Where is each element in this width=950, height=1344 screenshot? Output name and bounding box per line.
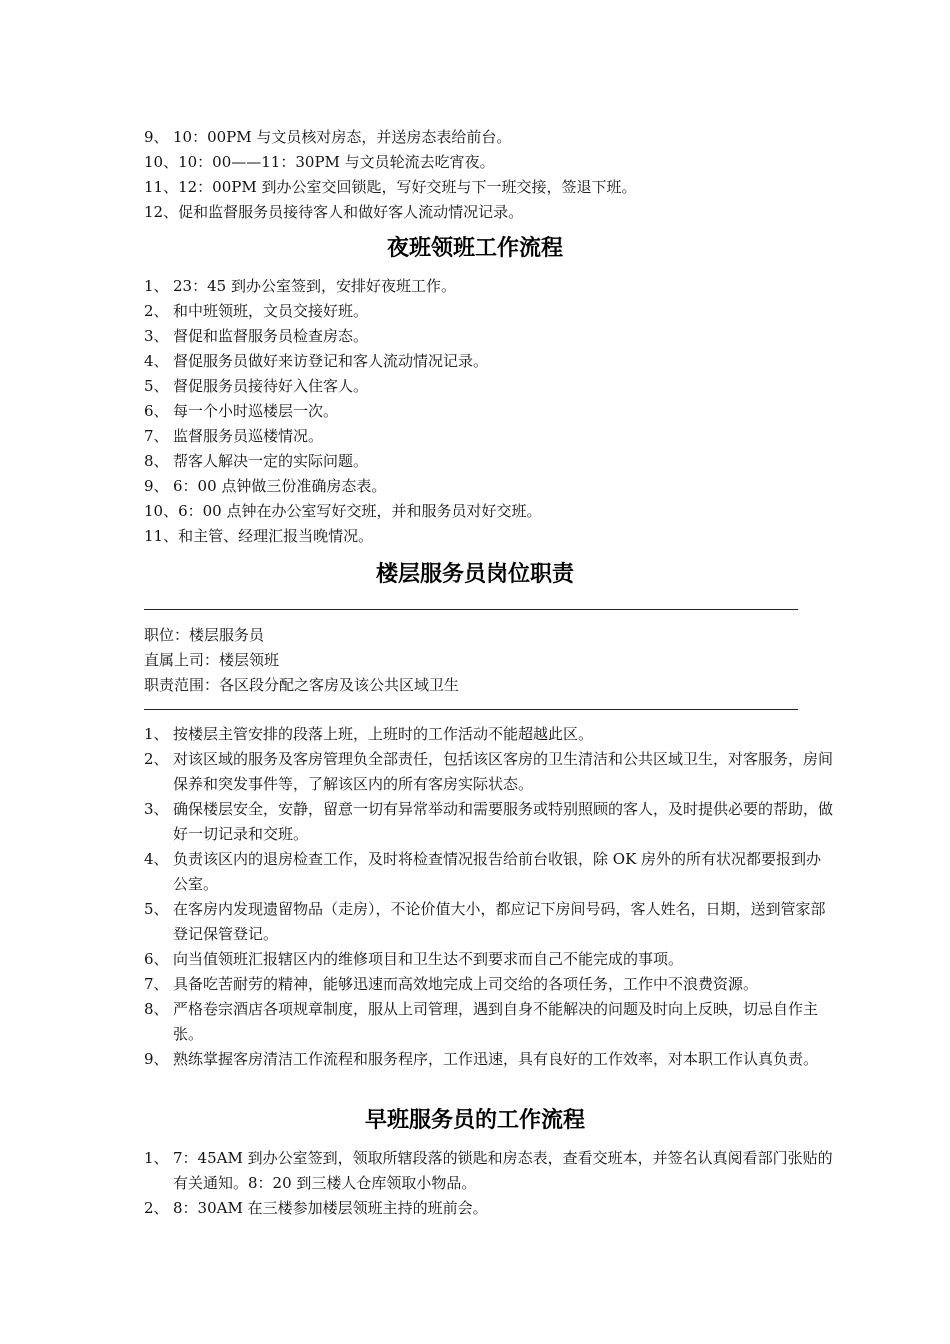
list-item bbox=[144, 797, 834, 847]
item-text: 7：45AM 到办公室签到，领取所辖段落的锁匙和房态表，查看交班本，并签名认真阅看部门张贴的有关通知。8：20 到三楼人仓库领取小物品。 bbox=[173, 1149, 833, 1192]
list-item bbox=[144, 200, 834, 225]
item-text: 10：00——11：30PM 与文员轮流去吃宵夜。 bbox=[178, 153, 495, 171]
item-text: 和中班领班，文员交接好班。 bbox=[173, 302, 369, 320]
item-number: 8、 bbox=[144, 1000, 169, 1018]
job-scope: 职责范围：各区段分配之客房及该公共区域卫生 bbox=[144, 676, 460, 694]
divider bbox=[144, 709, 798, 710]
list-item bbox=[144, 474, 834, 499]
item-number: 5、 bbox=[144, 900, 169, 918]
list-item bbox=[144, 349, 834, 374]
list-item bbox=[144, 299, 834, 324]
item-text: 每一个小时巡楼层一次。 bbox=[173, 402, 339, 420]
item-number: 1、 bbox=[144, 1149, 169, 1167]
list-item bbox=[144, 947, 834, 972]
item-text: 确保楼层安全，安静，留意一切有异常举动和需要服务或特别照顾的客人，及时提供必要的帮助，做好一切记录和交班。 bbox=[173, 800, 834, 843]
item-number: 1、 bbox=[144, 725, 169, 743]
item-number: 8、 bbox=[144, 452, 169, 470]
item-text: 和主管、经理汇报当晚情况。 bbox=[178, 527, 374, 545]
item-number: 2、 bbox=[144, 1199, 169, 1217]
night-shift-list bbox=[144, 274, 834, 549]
item-text: 负责该区内的退房检查工作，及时将检查情况报告给前台收银，除 OK 房外的所有状况都要报到办公室。 bbox=[173, 850, 822, 893]
list-item bbox=[144, 1196, 834, 1221]
item-text: 具备吃苦耐劳的精神，能够迅速而高效地完成上司交给的各项任务，工作中不浪费资源。 bbox=[173, 975, 759, 993]
job-supervisor: 直属上司：楼层领班 bbox=[144, 651, 280, 669]
list-item bbox=[144, 847, 834, 897]
list-item bbox=[144, 274, 834, 299]
item-number: 7、 bbox=[144, 975, 169, 993]
list-item bbox=[144, 1047, 834, 1072]
item-number: 4、 bbox=[144, 850, 169, 868]
item-number: 10、 bbox=[144, 153, 179, 171]
list-item bbox=[144, 175, 834, 200]
section-heading-morning-shift: 早班服务员的工作流程 bbox=[364, 1108, 585, 1133]
list-item bbox=[144, 722, 834, 747]
item-number: 6、 bbox=[144, 950, 169, 968]
divider bbox=[144, 609, 798, 610]
item-number: 12、 bbox=[144, 203, 179, 221]
item-text: 6：00 点钟在办公室写好交班，并和服务员对好交班。 bbox=[178, 502, 542, 520]
item-text: 6：00 点钟做三份准确房态表。 bbox=[173, 477, 387, 495]
list-item bbox=[144, 374, 834, 399]
duty-list bbox=[144, 722, 834, 1072]
item-text: 严格卷宗酒店各项规章制度，服从上司管理，遇到自身不能解决的问题及时向上反映，切忌自作主张。 bbox=[173, 1000, 819, 1043]
item-text: 监督服务员巡楼情况。 bbox=[173, 427, 324, 445]
list-item bbox=[144, 747, 834, 797]
list-item bbox=[144, 897, 834, 947]
list-item bbox=[144, 324, 834, 349]
item-text: 督促服务员做好来访登记和客人流动情况记录。 bbox=[173, 352, 489, 370]
item-number: 9、 bbox=[144, 1050, 169, 1068]
item-text: 在客房内发现遗留物品（走房），不论价值大小，都应记下房间号码，客人姓名，日期，送到管家部登记保管登记。 bbox=[173, 900, 826, 943]
list-item bbox=[144, 150, 834, 175]
item-number: 6、 bbox=[144, 402, 169, 420]
item-number: 11、 bbox=[144, 527, 179, 545]
list-item bbox=[144, 449, 834, 474]
item-number: 2、 bbox=[144, 750, 169, 768]
item-text: 督促和监督服务员检查房态。 bbox=[173, 327, 369, 345]
list-item bbox=[144, 125, 834, 150]
item-text: 熟练掌握客房清洁工作流程和服务程序，工作迅速，具有良好的工作效率，对本职工作认真负责。 bbox=[173, 1050, 819, 1068]
item-number: 9、 bbox=[144, 477, 169, 495]
item-text: 帮客人解决一定的实际问题。 bbox=[173, 452, 369, 470]
morning-shift-list bbox=[144, 1146, 834, 1221]
item-text: 对该区域的服务及客房管理负全部责任，包括该区客房的卫生清洁和公共区域卫生，对客服务，房间保养和突发事件等，了解该区内的所有客房实际状态。 bbox=[173, 750, 834, 793]
section-heading-floor-attendant-duties: 楼层服务员岗位职责 bbox=[375, 562, 574, 587]
item-text: 按楼层主管安排的段落上班，上班时的工作活动不能超越此区。 bbox=[173, 725, 594, 743]
job-info bbox=[144, 623, 834, 698]
intro-list bbox=[144, 125, 834, 225]
item-text: 23：45 到办公室签到，安排好夜班工作。 bbox=[173, 277, 456, 295]
item-number: 5、 bbox=[144, 377, 169, 395]
item-text: 向当值领班汇报辖区内的维修项目和卫生达不到要求而自己不能完成的事项。 bbox=[173, 950, 684, 968]
item-number: 10、 bbox=[144, 502, 179, 520]
item-number: 4、 bbox=[144, 352, 169, 370]
item-text: 督促服务员接待好入住客人。 bbox=[173, 377, 369, 395]
list-item bbox=[144, 524, 834, 549]
list-item bbox=[144, 424, 834, 449]
list-item bbox=[144, 997, 834, 1047]
item-number: 11、 bbox=[144, 178, 179, 196]
item-number: 3、 bbox=[144, 327, 169, 345]
list-item bbox=[144, 499, 834, 524]
item-number: 3、 bbox=[144, 800, 169, 818]
list-item bbox=[144, 1146, 834, 1196]
item-text: 促和监督服务员接待客人和做好客人流动情况记录。 bbox=[178, 203, 524, 221]
item-number: 1、 bbox=[144, 277, 169, 295]
item-number: 9、 bbox=[144, 128, 169, 146]
job-position: 职位：楼层服务员 bbox=[144, 626, 265, 644]
item-text: 8：30AM 在三楼参加楼层领班主持的班前会。 bbox=[173, 1199, 488, 1217]
item-text: 12：00PM 到办公室交回锁匙，写好交班与下一班交接，签退下班。 bbox=[178, 178, 637, 196]
item-number: 2、 bbox=[144, 302, 169, 320]
section-heading-night-shift: 夜班领班工作流程 bbox=[386, 236, 563, 261]
list-item bbox=[144, 399, 834, 424]
item-number: 7、 bbox=[144, 427, 169, 445]
item-text: 10：00PM 与文员核对房态，并送房态表给前台。 bbox=[173, 128, 512, 146]
list-item bbox=[144, 972, 834, 997]
